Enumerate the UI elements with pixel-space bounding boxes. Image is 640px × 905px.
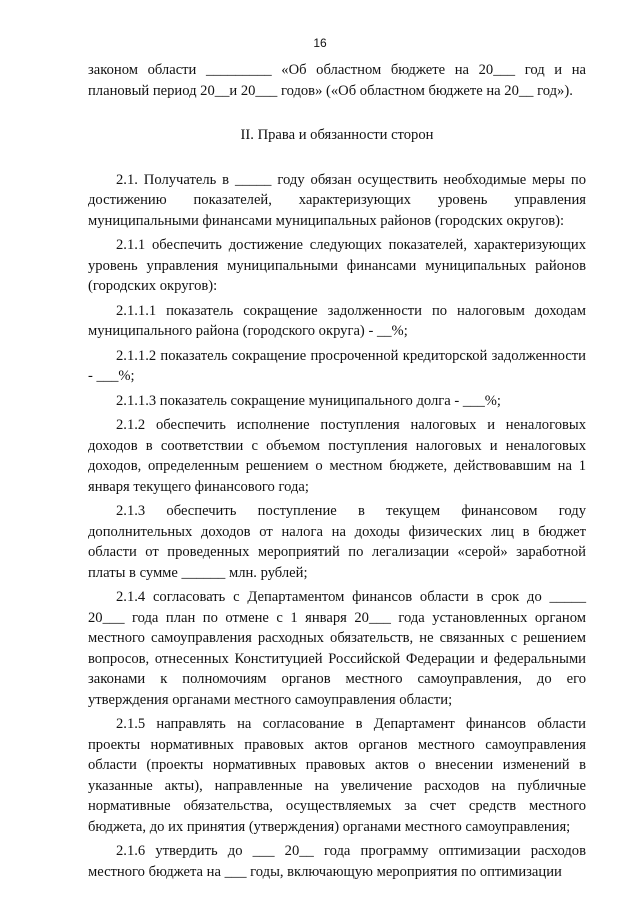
clause-2-1-3: 2.1.3 обеспечить поступление в текущем финансовом году дополнительных доходов от налога на доходы физических лиц в бюджет области от проведенных мероприятий по легализации «серой» заработной платы в сумме ______ млн. рублей; <box>88 503 586 581</box>
page-number: 16 <box>313 36 327 50</box>
intro-paragraph: законом области _________ «Об областном бюджете на 20___ год и на плановый период 20__и 20___ годов» («Об областном бюджете на 20__ год»). <box>88 62 586 99</box>
section-heading: II. Права и обязанности сторон <box>240 127 434 143</box>
clause-2-1: 2.1. Получатель в _____ году обязан осуществить необходимые меры по достижению показателей, характеризующих уровень управления муниципальными финансами муниципальных районов (городских округов): <box>88 171 586 229</box>
clause-2-1-4: 2.1.4 согласовать с Департаментом финансов области в срок до _____ 20___ года план по отмене с 1 января 20___ года установленных органом местного самоуправления расходных обязательств, не связанных с решением вопросов, отнесенных Конституцией Российской Федерации и федеральными законами к полномочиям органов местного самоуправления, до его утверждения органами местного самоуправления области; <box>88 589 586 708</box>
clause-2-1-1-3: 2.1.1.3 показатель сокращение муниципального долга - ___%; <box>116 392 501 409</box>
clause-2-1-1-2: 2.1.1.2 показатель сокращение просроченной кредиторской задолженности - ___%; <box>88 347 586 384</box>
clause-2-1-1-1: 2.1.1.1 показатель сокращение задолженности по налоговым доходам муниципального района (городского округа) - __%; <box>88 302 586 339</box>
document-body <box>88 60 586 882</box>
clause-2-1-6: 2.1.6 утвердить до ___ 20__ года программу оптимизации расходов местного бюджета на ___ годы, включающую мероприятия по оптимизации <box>88 843 586 880</box>
clause-2-1-1: 2.1.1 обеспечить достижение следующих показателей, характеризующих уровень управления муниципальными финансами муниципальных районов (городских округов): <box>88 237 586 294</box>
clause-2-1-5: 2.1.5 направлять на согласование в Департамент финансов области проекты нормативных правовых актов органов местного самоуправления области (проекты нормативных правовых актов о внесении изменений в указанные акты), направленные на увеличение расходов на публичные нормативные обязательства, осуществляемых за счет средств местного бюджета, до их принятия (утверждения) органами местного самоуправления; <box>88 716 586 835</box>
clause-2-1-2: 2.1.2 обеспечить исполнение поступления налоговых и неналоговых доходов в соответствии с объемом поступления налоговых и неналоговых доходов, определенным решением о местном бюджете, действовавшим на 1 января текущего финансового года; <box>88 417 586 495</box>
